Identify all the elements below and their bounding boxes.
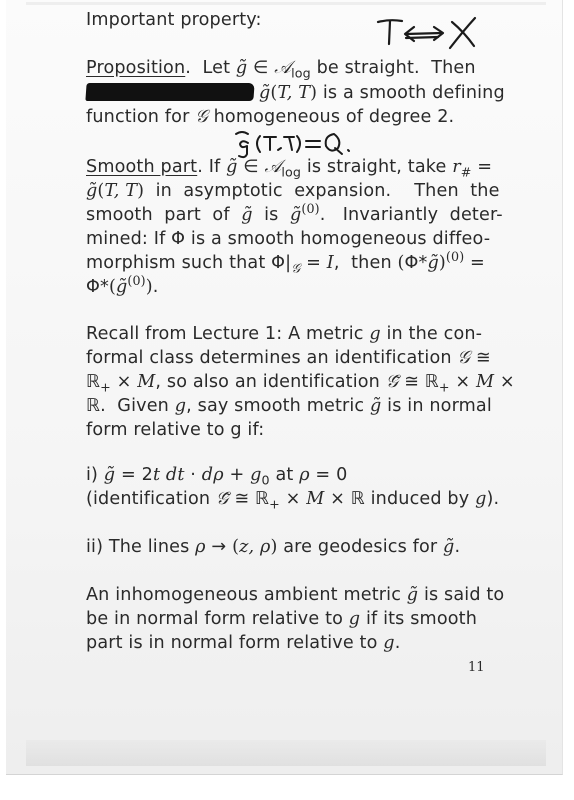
scan-shadow <box>26 740 546 766</box>
closing-line-1: An inhomogeneous ambient metric g̃ is said to <box>86 585 505 605</box>
smooth-part-line-3: smooth part of g̃ is g̃$^{(0)}$. Invariantly deter- <box>86 201 503 225</box>
proposition-label: Proposition <box>86 58 186 78</box>
smooth-part-line-4: mined: If Φ is a smooth homogeneous diffeo- <box>86 229 491 249</box>
smooth-part-line-6: Φ*(g̃$^{(0)}$). <box>86 273 159 297</box>
closing-line-3: part is in normal form relative to g. <box>86 633 401 653</box>
page-number: 11 <box>468 660 485 675</box>
scan-artifact <box>26 2 546 5</box>
condition-i-line-1: i) g̃ = 2t dt · $d\rho + g_0$ at ρ = 0 <box>86 465 348 488</box>
recall-line-1: Recall from Lecture 1: A metric g in the con- <box>86 324 483 344</box>
closing-line-2: be in normal form relative to g if its smooth <box>86 609 477 629</box>
proposition-line-2: g̃(T, T) is a smooth defining <box>86 81 505 105</box>
condition-ii-line-1: ii) The lines ρ → (z, ρ) are geodesics for g̃. <box>86 537 461 557</box>
handwritten-annotation-top <box>376 14 486 54</box>
document-page <box>6 0 563 775</box>
recall-line-2: formal class determines an identification 𝒢 ≅ <box>86 348 491 368</box>
smooth-part-label: Smooth part <box>86 157 198 177</box>
recall-line-4: ℝ. Given g, say smooth metric g̃ is in normal <box>86 396 492 416</box>
proposition-line-3: function for 𝒢 homogeneous of degree 2. <box>86 107 455 127</box>
proposition-line-1: Proposition. Let g̃ ∈ 𝒜$_{log}$ be straight. Then <box>86 58 476 81</box>
section-heading: Important property: <box>86 10 262 30</box>
redaction-mark <box>85 83 254 101</box>
smooth-part-line-1: Smooth part. If g̃ ∈ 𝒜$_{log}$ is straight, take $r_{\#}$ = <box>86 157 493 180</box>
handwritten-t-arrow-x <box>376 14 486 54</box>
recall-line-3: ℝ$_+$ × M, so also an identification 𝒢̃ ≅ ℝ$_+$ × M × <box>86 372 515 395</box>
recall-line-5: form relative to g if: <box>86 420 265 440</box>
smooth-part-line-2: g̃(T, T) in asymptotic expansion. Then the <box>86 181 500 201</box>
smooth-part-line-5: morphism such that $\Phi|_𝒢 = I$, then (Φ*g̃)$^{(0)}$ = <box>86 249 485 276</box>
condition-i-line-2: (identification 𝒢̃ ≅ ℝ$_+$ × M × ℝ induced by g). <box>86 489 500 512</box>
